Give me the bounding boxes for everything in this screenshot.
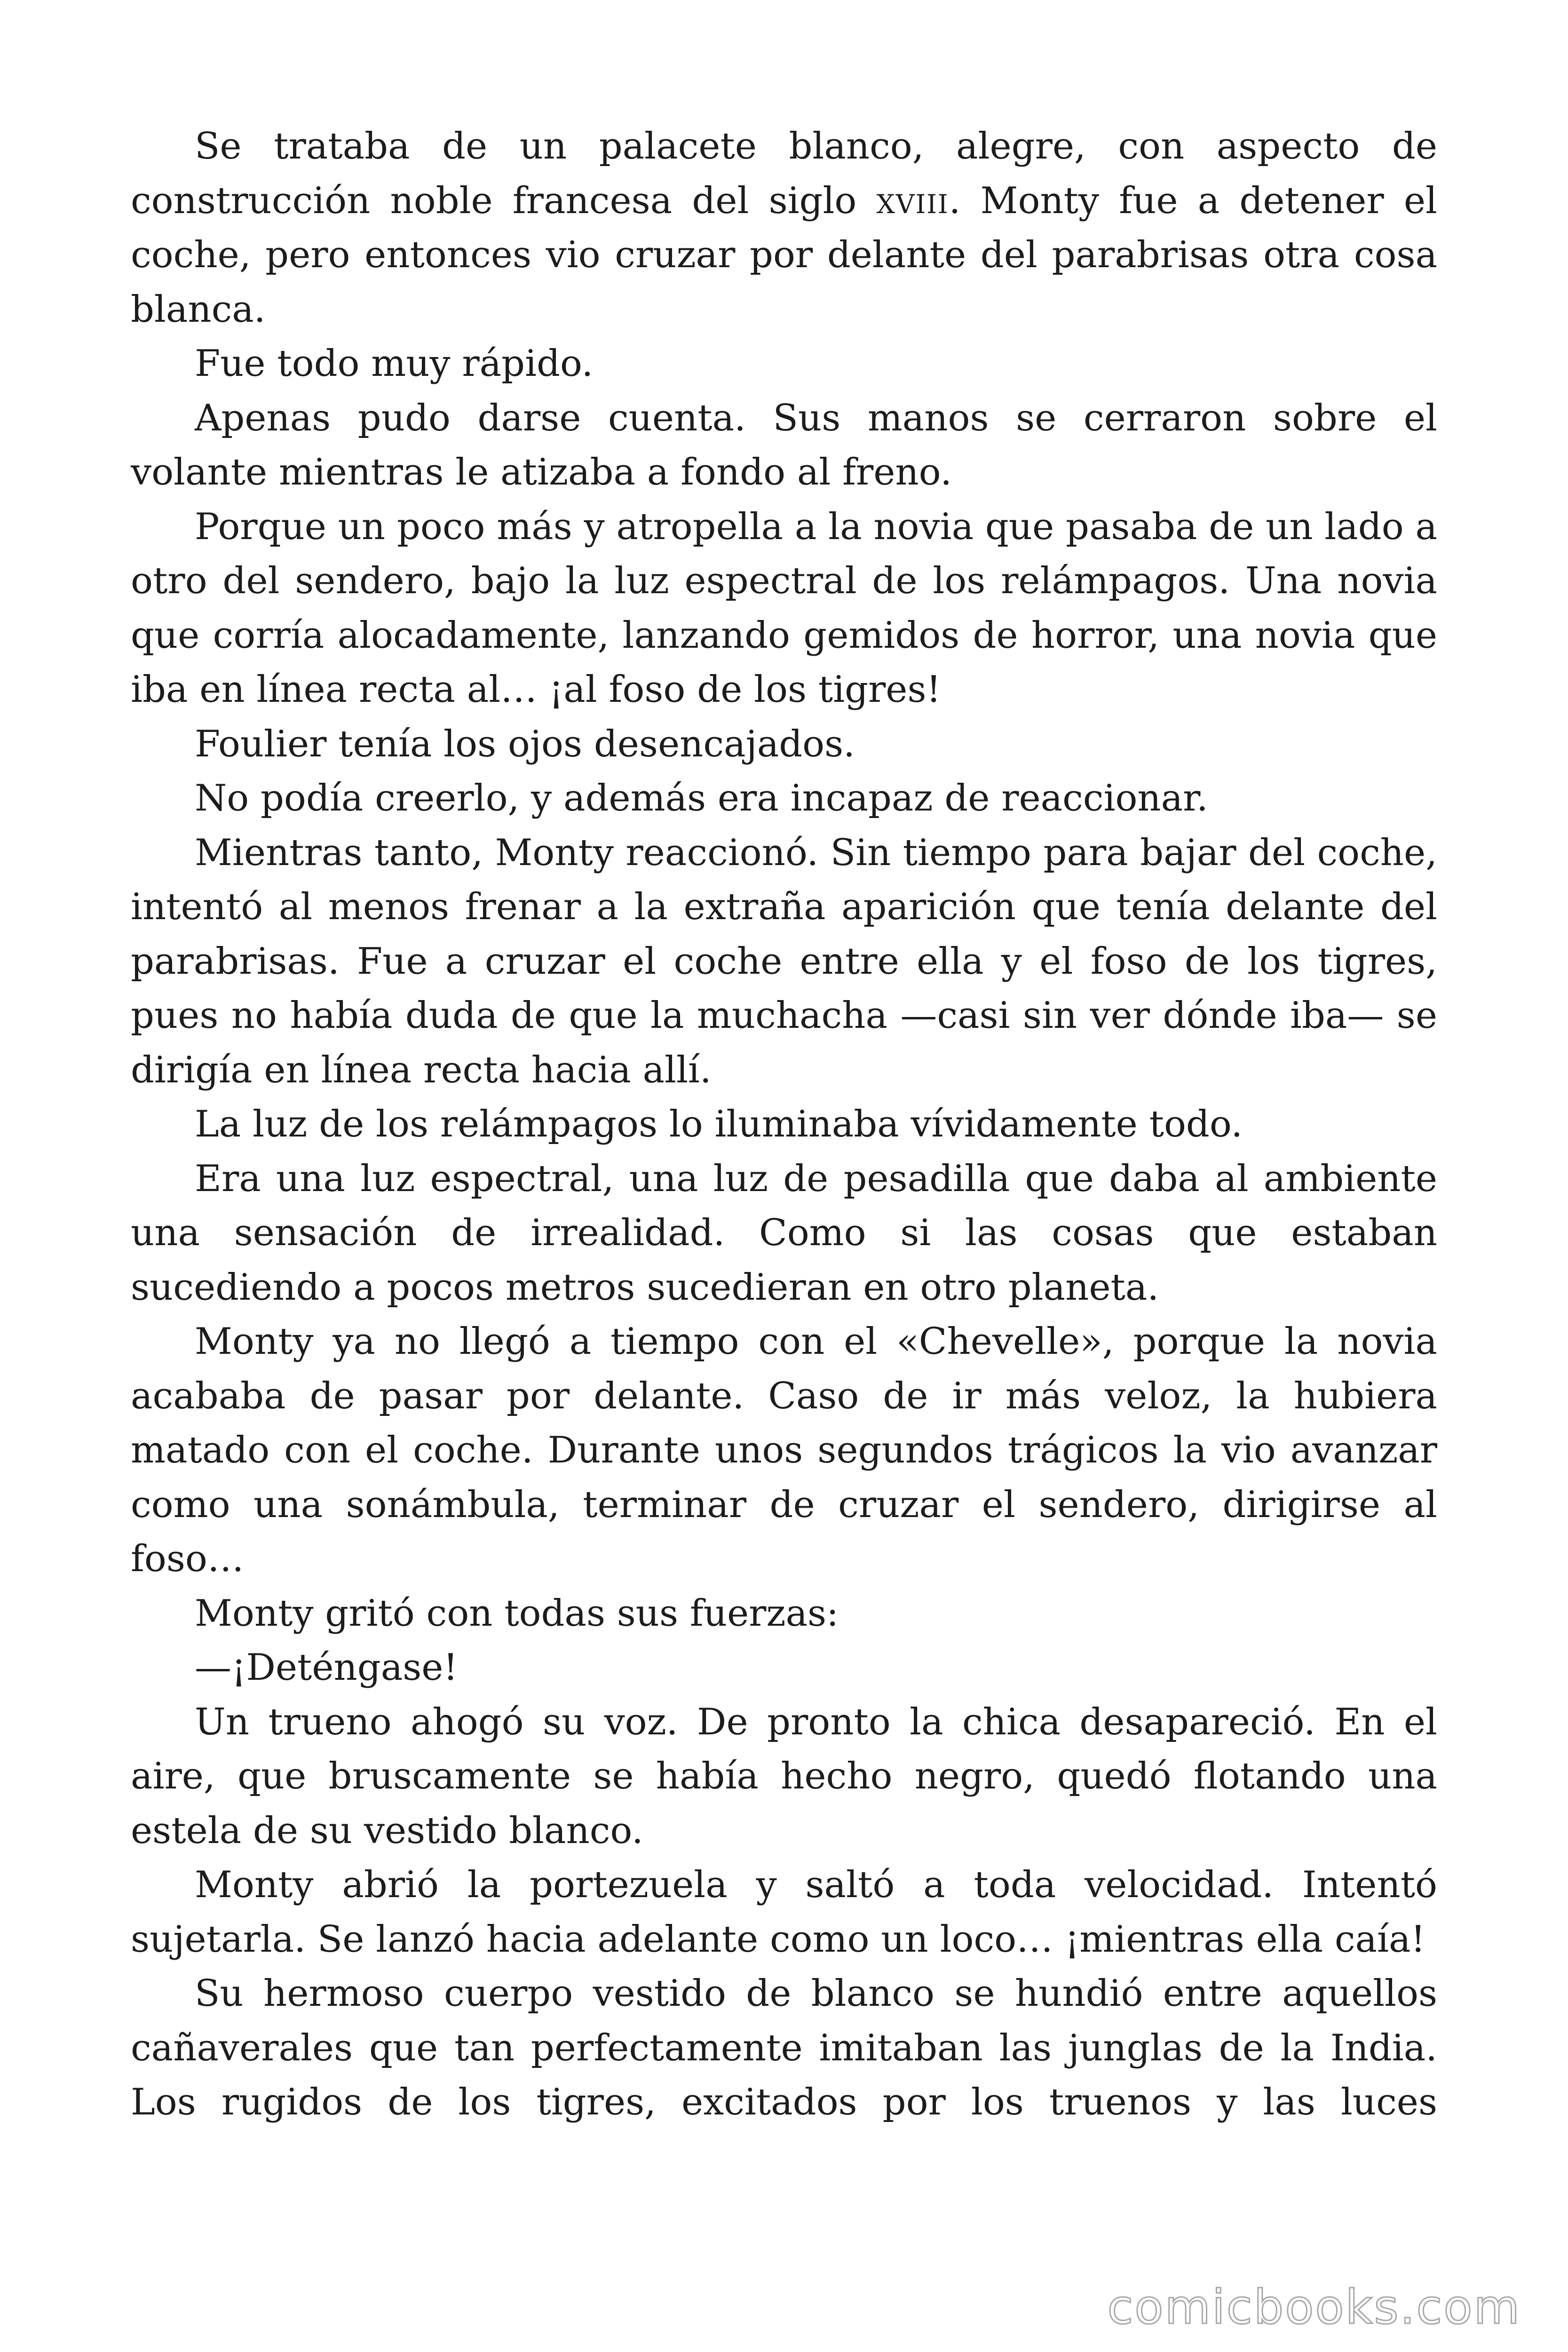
paragraph-5: Foulier tenía los ojos desencajados. <box>195 723 855 765</box>
paragraph-2: Fue todo muy rápido. <box>195 342 594 385</box>
paragraph-14: Monty abrió la portezuela y saltó a toda velocidad. Intentó sujetarla. Se lanzó hacia adelante como un loco… ¡mientras ella caía! <box>131 1864 1437 1961</box>
paragraph-6: No podía creerlo, y además era incapaz de reaccionar. <box>195 777 1208 819</box>
paragraph-8: La luz de los relámpagos lo iluminaba vívidamente todo. <box>195 1103 1243 1145</box>
watermark-text: comicbooks.com <box>1107 2280 1521 2335</box>
paragraph-7: Mientras tanto, Monty reaccionó. Sin tiempo para bajar del coche, intentó al menos frenar a la extraña aparición que tenía delante del parabrisas. Fue a cruzar el coche entre ella y el foso de los tigres, pues no había duda de que la muchacha —casi sin ver dónde iba— se dirigía en línea recta hacia allí. <box>131 831 1437 1091</box>
paragraph-11: Monty gritó con todas sus fuerzas: <box>195 1592 839 1635</box>
paragraph-10: Monty ya no llegó a tiempo con el «Chevelle», porque la novia acababa de pasar por delante. Caso de ir más veloz, la hubiera matado con el coche. Durante unos segundos trágicos la vio avanzar como una sonámbula, terminar de cruzar el sendero, dirigirse al foso… <box>131 1320 1437 1580</box>
paragraph-15: Su hermoso cuerpo vestido de blanco se hundió entre aquellos cañaverales que tan perfectamente imitaban las junglas de la India. Los rugidos de los tigres, excitados por los truenos y las luces <box>131 1972 1437 2123</box>
page-body <box>131 119 1437 2236</box>
century-numeral: xviii <box>876 179 949 222</box>
paragraph-9: Era una luz espectral, una luz de pesadilla que daba al ambiente una sensación de irrealidad. Como si las cosas que estaban sucediendo a pocos metros sucedieran en otro planeta. <box>131 1157 1437 1309</box>
paragraph-4: Porque un poco más y atropella a la novia que pasaba de un lado a otro del sendero, bajo la luz espectral de los relámpagos. Una novia que corría alocadamente, lanzando gemidos de horror, una novia que iba en línea recta al… ¡al foso de los tigres! <box>131 505 1437 711</box>
paragraph-1 <box>131 119 1437 337</box>
paragraph-13: Un trueno ahogó su voz. De pronto la chica desapareció. En el aire, que bruscamente se había hecho negro, quedó flotando una estela de su vestido blanco. <box>131 1700 1437 1852</box>
paragraph-1-end: . Monty fue a detener el coche, pero entonces vio cruzar por delante del parabrisas otra cosa blanca. <box>131 179 1437 331</box>
paragraph-1-start: Se trataba de un palacete blanco, alegre, con aspecto de construcción noble francesa del siglo <box>131 125 1437 222</box>
paragraph-3: Apenas pudo darse cuenta. Sus manos se cerraron sobre el volante mientras le atizaba a fondo al freno. <box>131 397 1437 493</box>
paragraph-12: —¡Deténgase! <box>195 1646 458 1689</box>
